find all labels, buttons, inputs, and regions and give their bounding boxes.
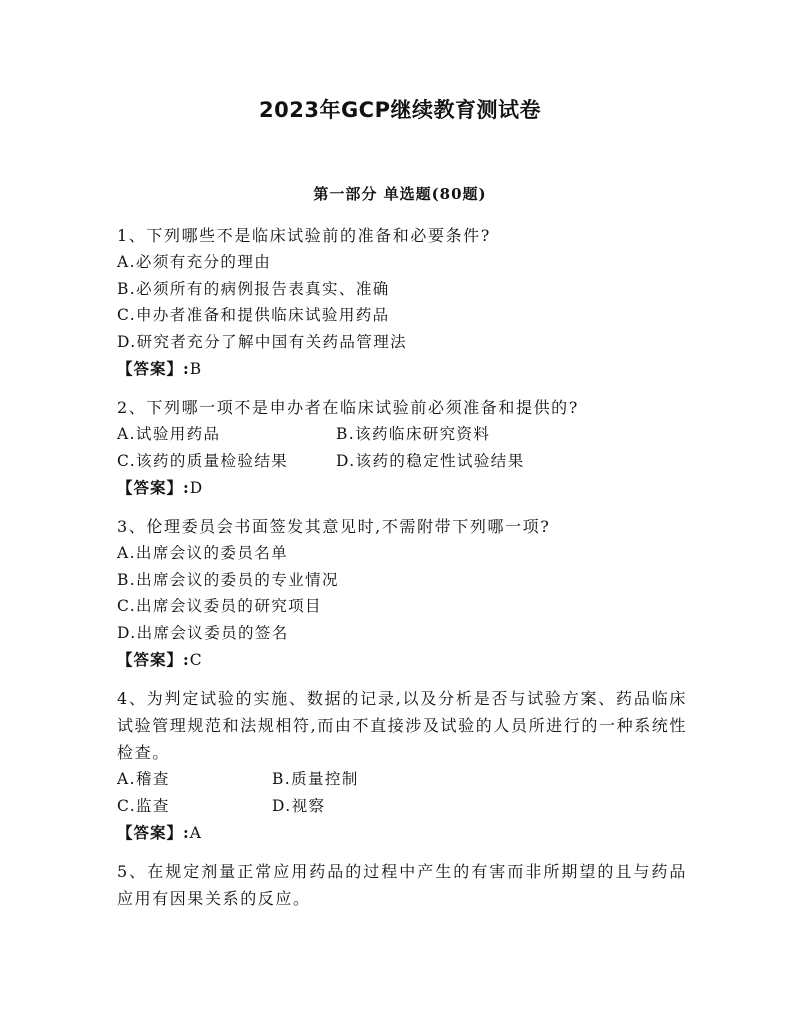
answer-value: B xyxy=(189,360,203,378)
answer-value: C xyxy=(189,651,203,669)
answer-line xyxy=(117,355,687,383)
option-d: D.视察 xyxy=(272,796,326,815)
answer-label: 【答案】: xyxy=(117,823,190,842)
option-b: B.必须所有的病例报告表真实、准确 xyxy=(117,279,390,298)
option-b: B.该药临床研究资料 xyxy=(336,425,491,443)
question-list xyxy=(117,222,687,923)
option-b: B.质量控制 xyxy=(272,770,359,788)
answer-label: 【答案】: xyxy=(117,359,190,378)
answer-line xyxy=(117,646,687,674)
question-stem: 5、在规定剂量正常应用药品的过程中产生的有害而非所期望的且与药品应用有因果关系的反应。 xyxy=(117,862,687,908)
option-c: C.该药的质量检验结果 xyxy=(117,451,289,470)
option-row xyxy=(117,448,687,475)
question-stem: 3、伦理委员会书面签发其意见时,不需附带下列哪一项? xyxy=(117,517,551,536)
option-d: D.出席会议委员的签名 xyxy=(117,623,289,642)
option-a: A.出席会议的委员名单 xyxy=(117,544,289,562)
document-title: 2023年GCP继续教育测试卷 xyxy=(259,98,541,122)
question-2 xyxy=(117,394,687,502)
question-stem: 4、为判定试验的实施、数据的记录,以及分析是否与试验方案、药品临床试验管理规范和法规相符,而由不直接涉及试验的人员所进行的一种系统性检查。 xyxy=(117,689,687,762)
option-a: A.试验用药品 xyxy=(117,425,221,443)
question-stem: 2、下列哪一项不是申办者在临床试验前必须准备和提供的? xyxy=(117,398,579,417)
answer-label: 【答案】: xyxy=(117,478,190,497)
option-d: D.该药的稳定性试验结果 xyxy=(336,451,525,470)
answer-line xyxy=(117,474,687,502)
option-b: B.出席会议的委员的专业情况 xyxy=(117,570,339,589)
option-c: C.出席会议委员的研究项目 xyxy=(117,597,322,615)
question-1 xyxy=(117,222,687,383)
option-row xyxy=(117,766,687,793)
answer-line xyxy=(117,819,687,847)
answer-label: 【答案】: xyxy=(117,650,190,669)
answer-value: D xyxy=(189,479,204,497)
option-row xyxy=(117,421,687,448)
question-4 xyxy=(117,685,687,847)
option-a: A.稽查 xyxy=(117,770,170,788)
option-a: A.必须有充分的理由 xyxy=(117,253,272,271)
option-d: D.研究者充分了解中国有关药品管理法 xyxy=(117,332,408,351)
question-3 xyxy=(117,513,687,674)
section-title: 第一部分 单选题(80题) xyxy=(313,185,487,203)
option-row xyxy=(117,793,687,820)
question-stem: 1、下列哪些不是临床试验前的准备和必要条件? xyxy=(117,226,491,245)
option-c: C.申办者准备和提供临床试验用药品 xyxy=(117,306,390,324)
answer-value: A xyxy=(189,824,202,842)
option-c: C.监查 xyxy=(117,796,170,815)
question-5 xyxy=(117,858,687,912)
